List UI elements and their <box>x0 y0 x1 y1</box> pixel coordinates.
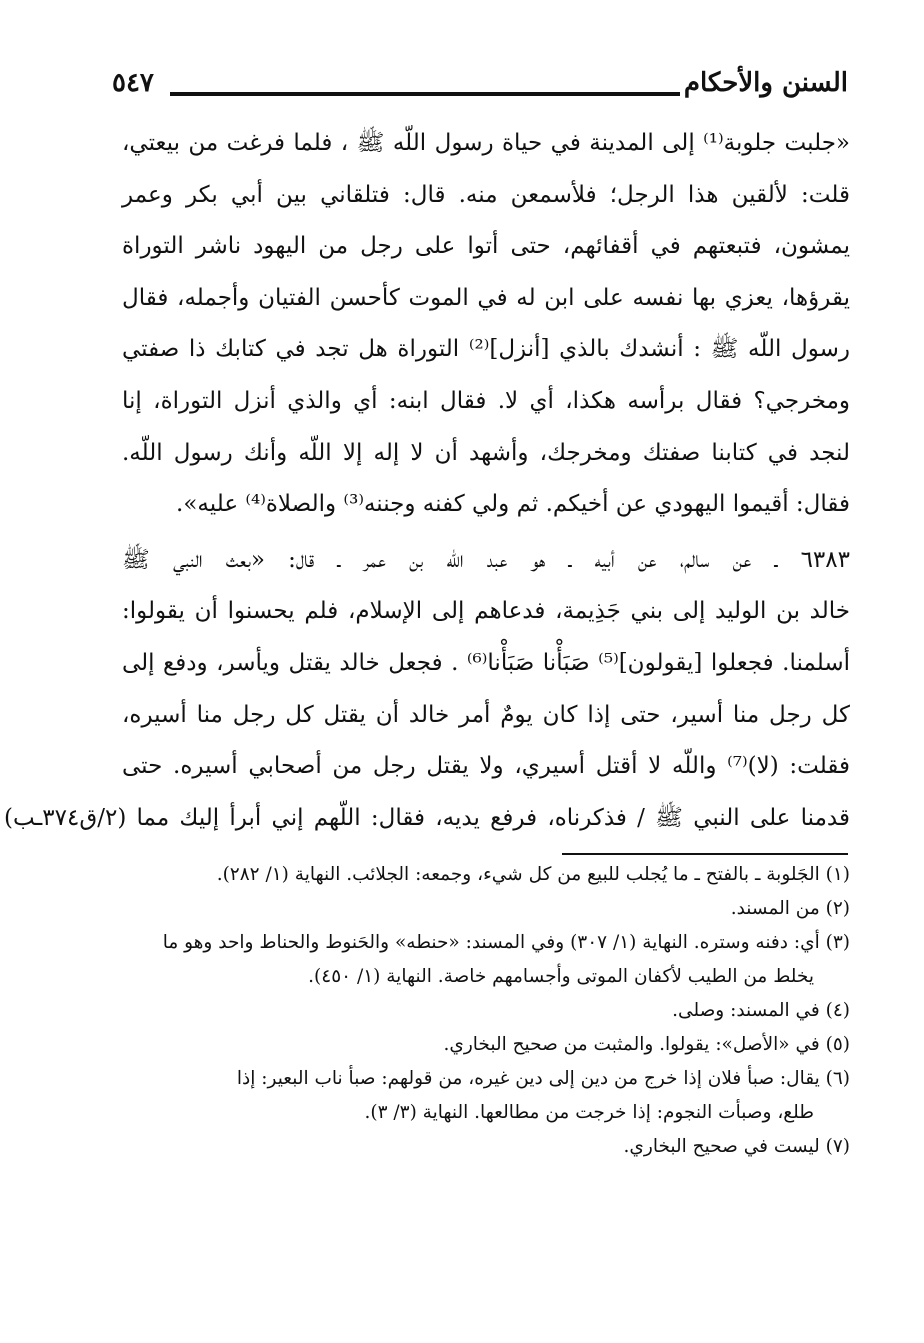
text-line: أسلمنا. فجعلوا [يقولون]⁽⁵⁾ صَبَأْنا صَبَأْنا⁽⁶⁾ . فجعل خالد يقتل ويأسر، ودفع إلى <box>122 649 850 676</box>
footnote: (١) الجَلوبة ـ بالفتح ـ ما يُجلب للبيع من كل شيء، وجمعه: الجلائب. النهاية (١/ ٢٨٢). <box>216 864 850 885</box>
text-line: كل رجل منا أسير، حتى إذا كان يومٌ أمر خالد أن يقتل كل رجل منا أسيره، <box>122 701 850 728</box>
footnote: (٥) في «الأصل»: يقولوا. والمثبت من صحيح البخاري. <box>443 1034 850 1055</box>
page-number: ٥٤٧ <box>112 68 154 98</box>
text-line: ومخرجي؟ فقال برأسه هكذا، أي لا. فقال ابنه: أي والذي أنزل التوراة، إنا <box>122 387 850 414</box>
text-line: فقال: أقيموا اليهودي عن أخيكم. ثم ولي كفنه وجننه⁽³⁾ والصلاة⁽⁴⁾ عليه». <box>176 491 850 518</box>
hadith-number-line: ٦٣٨٣ ـ عن سالم، عن أبيه ـ هو عبد اللّه بن عمر ـ قال: «بعث النبي ﷺ <box>122 546 850 573</box>
footnote: (٦) يقال: صبأ فلان إذا خرج من دين إلى دين غيره، من قولهم: صبأ ناب البعير: إذا <box>236 1068 850 1089</box>
footnote: (٢) من المسند. <box>730 898 850 919</box>
header-rule <box>170 92 680 96</box>
text-line: فقلت: (لا)⁽⁷⁾ واللّه لا أقتل أسيري، ولا يقتل رجل من أصحابي أسيره. حتى <box>122 753 850 780</box>
text-line: «جلبت جلوبة⁽¹⁾ إلى المدينة في حياة رسول اللّه ﷺ ، فلما فرغت من بيعتي، <box>122 130 850 156</box>
text-line: يمشون، فتبعتهم في أقفائهم، حتى أتوا على رجل من اليهود ناشر التوراة <box>122 233 850 260</box>
footnote: (٣) أي: دفنه وستره. النهاية (١/ ٣٠٧) وفي المسند: «حنطه» والحَنوط والحناط واحد وهو ما <box>162 932 850 953</box>
text-line: قلت: لألقين هذا الرجل؛ فلأسمعن منه. قال: فتلقاني بين أبي بكر وعمر <box>122 181 850 208</box>
footnotes <box>128 858 850 1164</box>
footnote-continuation: طلع، وصبأت النجوم: إذا خرجت من مطالعها. النهاية (٣/ ٣). <box>364 1102 814 1123</box>
running-title: السنن والأحكام <box>683 68 848 98</box>
footnote-continuation: يخلط من الطيب لأكفان الموتى وأجسامهم خاصة. النهاية (١/ ٤٥٠). <box>308 966 814 987</box>
text-line: يقرؤها، يعزي بها نفسه على ابن له في الموت كأحسن الفتيان وأجمله، فقال <box>122 284 850 311</box>
text-line: قدمنا على النبي ﷺ / فذكرناه، فرفع يديه، فقال: اللّهم إني أبرأ إليك مما (٢/ق٣٧٤ـب) <box>4 804 850 831</box>
footnote: (٤) في المسند: وصلى. <box>672 1000 850 1021</box>
text-line: لنجد في كتابنا صفتك ومخرجك، وأشهد أن لا إله إلا اللّه وأنك رسول اللّه. <box>122 439 850 466</box>
footnote-separator <box>562 853 848 855</box>
text-line: رسول اللّه ﷺ : أنشدك بالذي [أنزل]⁽²⁾ التوراة هل تجد في كتابك ذا صفتي <box>122 336 850 363</box>
page-header <box>112 66 848 106</box>
main-text <box>4 118 850 844</box>
text-line: خالد بن الوليد إلى بني جَذِيمة، فدعاهم إلى الإسلام، فلم يحسنوا أن يقولوا: <box>122 598 850 625</box>
footnote: (٧) ليست في صحيح البخاري. <box>623 1136 850 1157</box>
